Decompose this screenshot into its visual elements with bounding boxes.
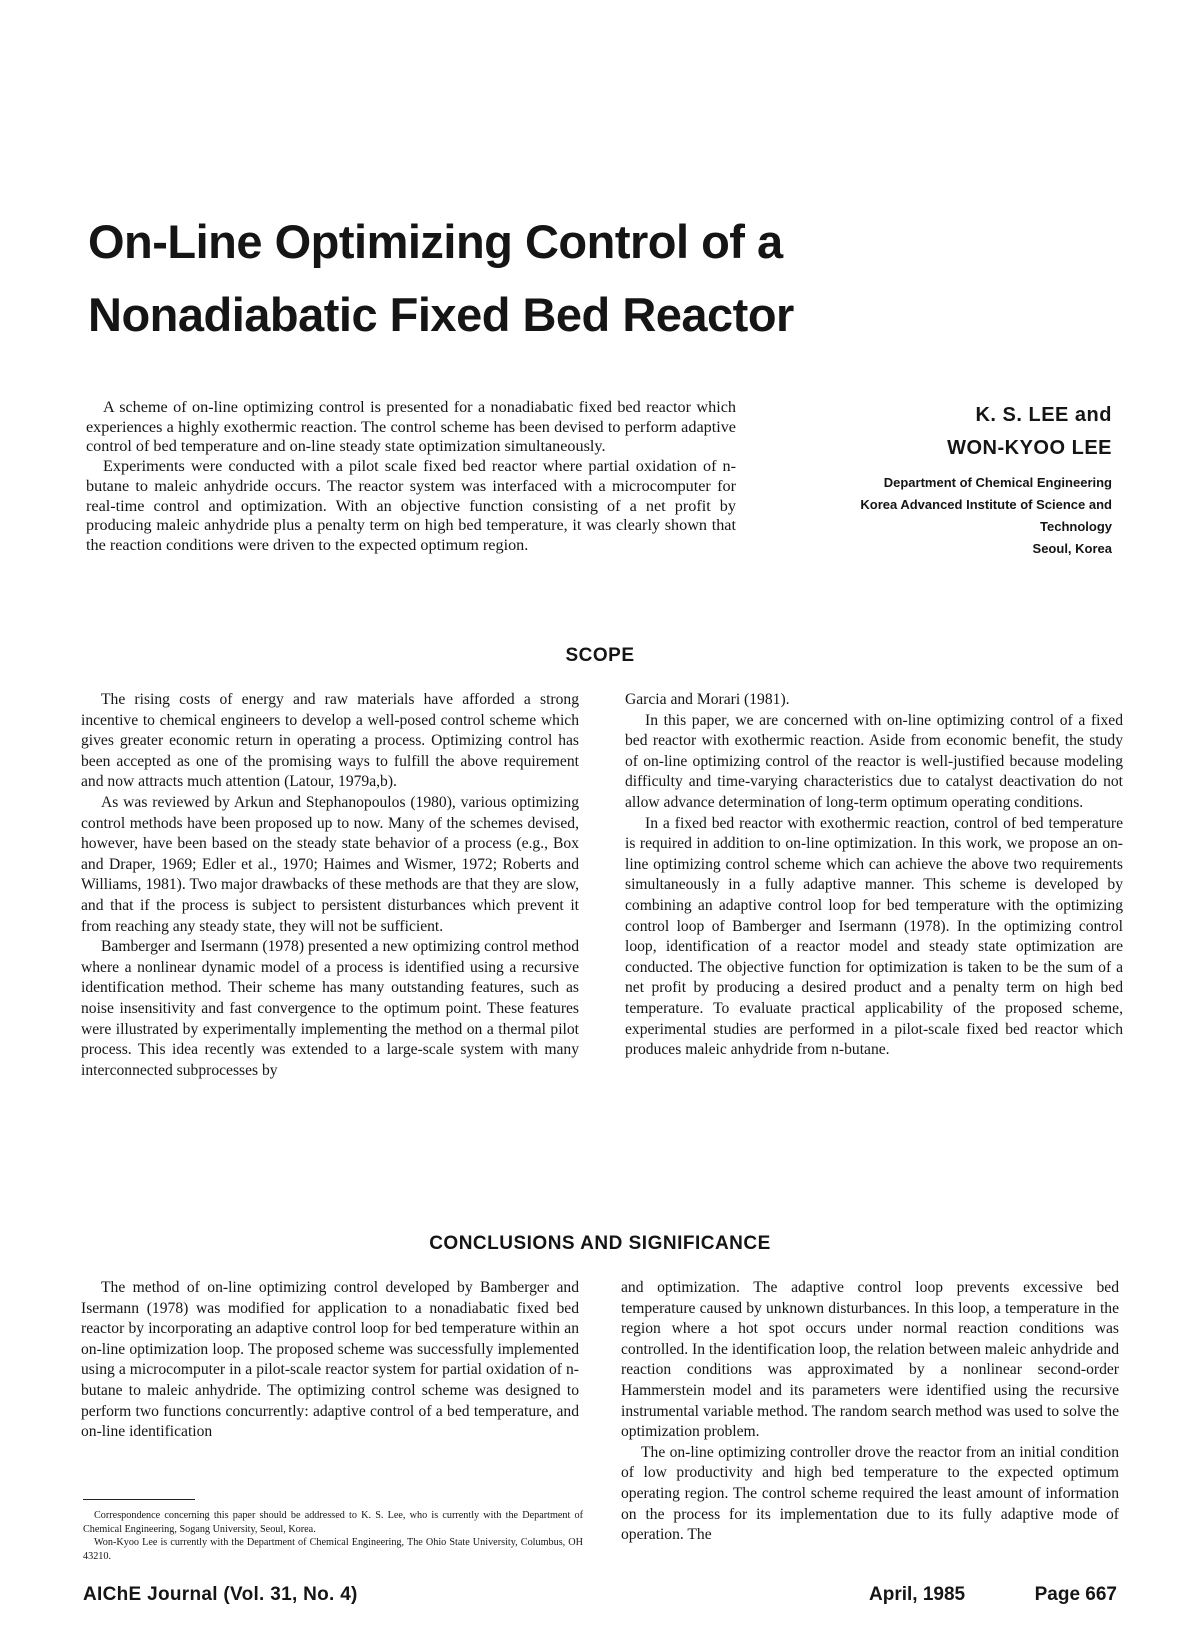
body-paragraph: The on-line optimizing controller drove the reactor from an initial condition of low productivity and high bed temperature to the expected optimum operating region. The control scheme required the least amount of information on the process for its implementation due to its fully adaptive mode of operation. The	[621, 1443, 1119, 1544]
body-paragraph: As was reviewed by Arkun and Stephanopoulos (1980), various optimizing control methods have been proposed up to now. Many of the schemes devised, however, have been based on the steady state behavior of a process (e.g., Box and Draper, 1969; Edler et al., 1970; Haimes and Wismer, 1972; Roberts and Williams, 1981). Two major drawbacks of these methods are that they are slow, and that if the process is subject to persistent disturbances which prevent it from reaching any steady state, they will not be sufficient.	[81, 793, 579, 935]
author-affiliation	[732, 472, 1112, 560]
abstract	[86, 398, 736, 556]
body-paragraph: The rising costs of energy and raw materials have afforded a strong incentive to chemical engineers to develop a well-posed control scheme which gives greater economic return in operating a process. Optimizing control has been accepted as one of the promising ways to fulfill the above requirement and now attracts much attention (Latour, 1979a,b).	[81, 691, 579, 791]
scope-left-column	[81, 690, 579, 1081]
conclusions-heading: CONCLUSIONS AND SIGNIFICANCE	[429, 1233, 771, 1254]
journal-citation: AIChE Journal (Vol. 31, No. 4)	[83, 1584, 358, 1605]
author-names	[732, 399, 1112, 465]
author-block	[732, 399, 1112, 560]
author-name: K. S. LEE and	[975, 404, 1112, 426]
affiliation-line: Department of Chemical Engineering	[883, 475, 1112, 490]
body-paragraph-continuation: and optimization. The adaptive control loop prevents excessive bed temperature caused by unknown disturbances. In this loop, a temperature in the region where a hot spot occurs under normal reaction conditions was controlled. In the identification loop, the relation between maleic anhydride and reaction conditions was approximated by a nonlinear second-order Hammerstein model and its parameters were identified using the recursive instrumental variable method. The random search method was used to solve the optimization problem.	[621, 1279, 1119, 1441]
title-line-2: Nonadiabatic Fixed Bed Reactor	[88, 288, 794, 341]
author-name: WON-KYOO LEE	[947, 437, 1112, 459]
footnotes	[83, 1509, 583, 1563]
title-line-1: On-Line Optimizing Control of a	[88, 215, 783, 268]
body-paragraph-continuation: Garcia and Morari (1981).	[625, 691, 790, 708]
body-paragraph: In this paper, we are concerned with on-line optimizing control of a fixed bed reactor with exothermic reaction. Aside from economic benefit, the study of on-line optimizing control of the reactor is well-justified because modeling difficulty and time-varying characteristics due to catalyst deactivation do not allow advance determination of long-term optimum operating conditions.	[625, 711, 1123, 811]
scope-right-column	[625, 690, 1123, 1061]
body-paragraph: In a fixed bed reactor with exothermic reaction, control of bed temperature is required in addition to on-line optimization. In this work, we propose an on-line optimizing control scheme which can achieve the above two requirements simultaneously in a fully adaptive manner. This scheme is developed by combining an adaptive control loop for bed temperature with the optimizing control loop of Bamberger and Isermann (1978). In the optimizing control loop, identification of a reactor model and steady state optimization are conducted. The objective function for optimization is taken to be the sum of a net profit by producing a desired product and a penalty term on high bed temperature. To evaluate practical applicability of the proposed scheme, experimental studies are performed in a pilot-scale fixed bed reactor which produces maleic anhydride from n-butane.	[625, 814, 1123, 1059]
body-paragraph: The method of on-line optimizing control developed by Bamberger and Isermann (1978) was modified for application to a nonadiabatic fixed bed reactor by incorporating an adaptive control loop for bed temperature within an on-line optimization loop. The proposed scheme was successfully implemented using a microcomputer in a pilot-scale reactor system for partial oxidation of n-butane to maleic anhydride. The optimizing control scheme was designed to perform two functions concurrently: adaptive control of a bed temperature, and on-line identification	[81, 1279, 579, 1441]
issue-date: April, 1985	[869, 1584, 966, 1605]
affiliation-line: Seoul, Korea	[1032, 541, 1112, 556]
abstract-paragraph: A scheme of on-line optimizing control is presented for a nonadiabatic fixed bed reactor which experiences a highly exothermic reaction. The control scheme has been devised to perform adaptive control of bed temperature and on-line steady state optimization simultaneously.	[86, 398, 736, 456]
page-number: Page 667	[1034, 1584, 1117, 1605]
affiliation-line: Technology	[1040, 519, 1112, 534]
scope-heading: SCOPE	[565, 645, 635, 666]
affiliation-line: Korea Advanced Institute of Science and	[860, 497, 1112, 512]
footnote-divider	[83, 1499, 195, 1500]
footnote: Won-Kyoo Lee is currently with the Department of Chemical Engineering, The Ohio State University, Columbus, OH 43210.	[83, 1537, 583, 1562]
paper-title	[88, 205, 988, 351]
abstract-paragraph: Experiments were conducted with a pilot scale fixed bed reactor where partial oxidation of n-butane to maleic anhydride occurs. The reactor system was interfaced with a microcomputer for real-time control and optimization. With an objective function consisting of a net profit by producing maleic anhydride plus a penalty term on high bed temperature, it was clearly shown that the reaction conditions were driven to the expected optimum region.	[86, 457, 736, 554]
conclusions-right-column	[621, 1278, 1119, 1546]
footnote: Correspondence concerning this paper should be addressed to K. S. Lee, who is currently with the Department of Chemical Engineering, Sogang University, Seoul, Korea.	[83, 1510, 583, 1535]
page-footer	[83, 1584, 1117, 1614]
body-paragraph: Bamberger and Isermann (1978) presented a new optimizing control method where a nonlinear dynamic model of a process is identified using a recursive identification method. Their scheme has many outstanding features, such as noise insensitivity and fast convergence to the optimum point. These features were illustrated by experimentally implementing the method on a thermal pilot process. This idea recently was extended to a large-scale system with many interconnected subprocesses by	[81, 938, 579, 1079]
conclusions-left-column	[81, 1278, 579, 1443]
